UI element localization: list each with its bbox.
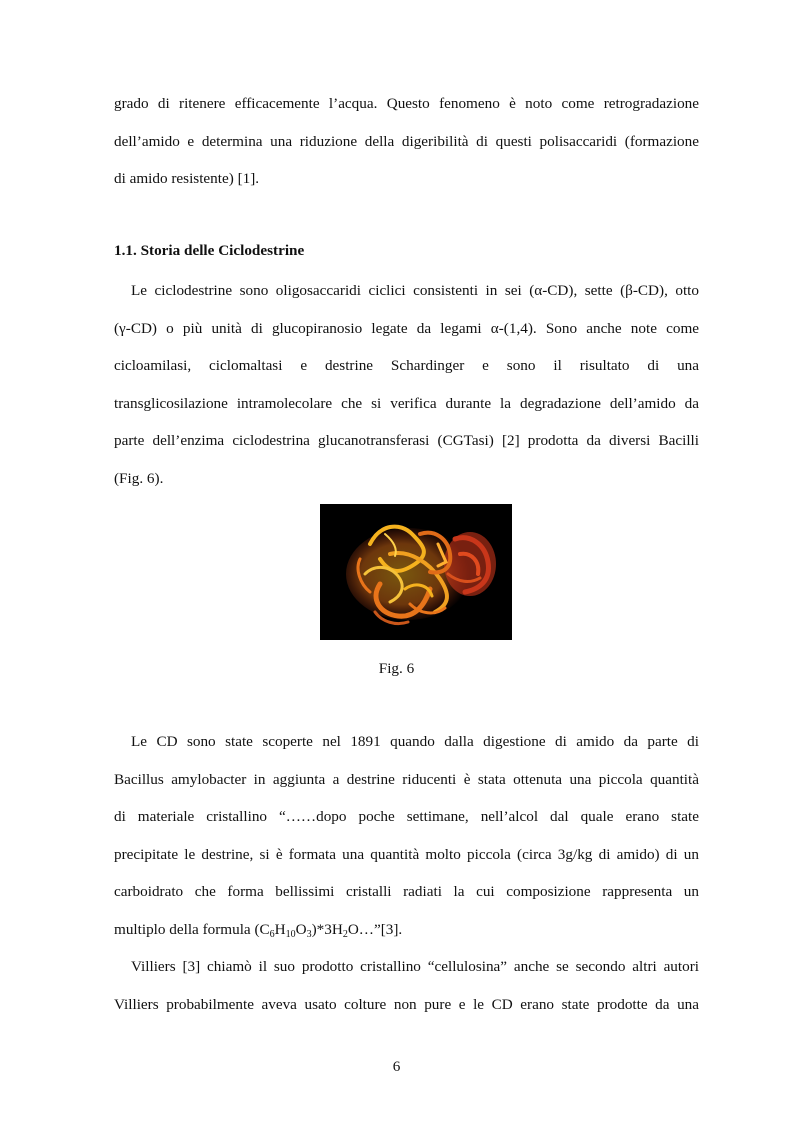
figure-caption: Fig. 6 bbox=[378, 660, 415, 677]
subscript: 6 bbox=[269, 928, 275, 940]
text-line: (γ-CD) o più unità di glucopiranosio legate da legami α-(1,4). Sono anche note come bbox=[114, 319, 699, 337]
text-line: Villiers [3] chiamò il suo prodotto cristallino “cellulosina” anche se secondo altri autori bbox=[131, 958, 699, 975]
protein-structure-image bbox=[320, 504, 512, 640]
paragraph-villiers bbox=[114, 948, 699, 1023]
formula-line bbox=[114, 911, 699, 949]
text-line: precipitate le destrine, si è formata una quantità molto piccola (circa 3g/kg di amido) di un bbox=[114, 845, 699, 863]
subscript: 2 bbox=[342, 928, 348, 940]
text-line: grado di ritenere efficacemente l’acqua. Questo fenomeno è noto come retrogradazione bbox=[114, 95, 699, 112]
paragraph-discovery bbox=[114, 723, 699, 949]
formula-text: H bbox=[274, 920, 286, 938]
text-line: Villiers probabilmente aveva usato colture non pure e le CD erano state prodotte da una bbox=[114, 995, 699, 1013]
text-line: parte dell’enzima ciclodestrina glucanotransferasi (CGTasi) [2] prodotta da diversi Bacilli bbox=[114, 432, 699, 450]
formula-text: O bbox=[295, 920, 307, 938]
text-line: Bacillus amylobacter in aggiunta a destrine riducenti è stata ottenuta una piccola quantità bbox=[114, 770, 699, 788]
formula-text: )*3H bbox=[311, 920, 343, 938]
cgtase-ribbon-illustration bbox=[320, 504, 512, 640]
page-number: 6 bbox=[392, 1058, 401, 1075]
text-line: di amido resistente) [1]. bbox=[114, 170, 260, 188]
subscript: 3 bbox=[306, 928, 312, 940]
subscript: 10 bbox=[285, 928, 296, 940]
text-line: carboidrato che forma bellissimi cristalli radiati la cui composizione rappresenta un bbox=[114, 883, 699, 901]
text-line: di materiale cristallino “……dopo poche settimane, nell’alcol dal quale erano state bbox=[114, 808, 699, 826]
text-line: (Fig. 6). bbox=[114, 469, 164, 487]
text-line: transglicosilazione intramolecolare che si verifica durante la degradazione dell’amido da bbox=[114, 394, 699, 412]
paragraph-retrogradation bbox=[114, 85, 699, 198]
formula-text: O…”[3]. bbox=[347, 920, 403, 938]
section-heading: 1.1. Storia delle Ciclodestrine bbox=[114, 242, 305, 259]
formula-text: multiplo della formula (C bbox=[114, 920, 270, 938]
text-line: Le ciclodestrine sono oligosaccaridi ciclici consistenti in sei (α-CD), sette (β-CD), otto bbox=[131, 282, 699, 299]
text-line: dell’amido e determina una riduzione della digeribilità di questi polisaccaridi (formazione bbox=[114, 132, 699, 150]
text-line: cicloamilasi, ciclomaltasi e destrine Schardinger e sono il risultato di una bbox=[114, 357, 699, 375]
text-line: Le CD sono state scoperte nel 1891 quando dalla digestione di amido da parte di bbox=[131, 733, 699, 750]
paragraph-cyclodextrins-definition bbox=[114, 272, 699, 498]
